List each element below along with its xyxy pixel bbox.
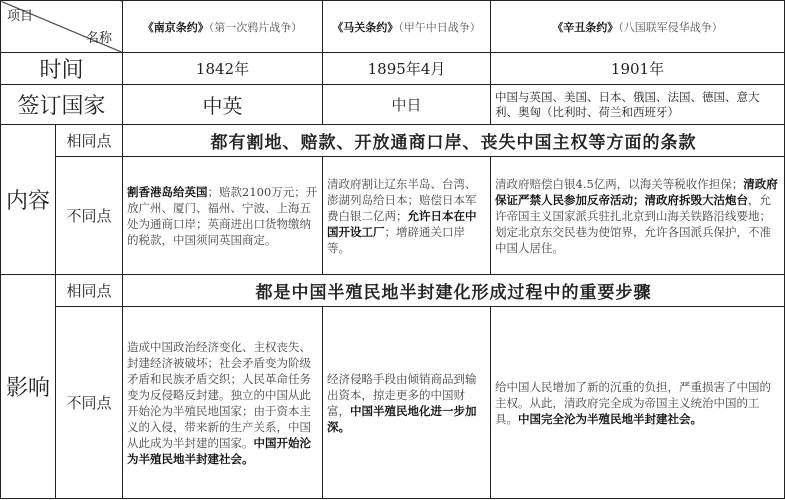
bold-text-segment: 允许日本在中国开设工厂 — [327, 208, 477, 239]
impact-same-label: 相同点 — [56, 275, 123, 307]
impact-diff-cell — [491, 307, 785, 499]
war-name: （八国联军侵华战争） — [618, 20, 723, 34]
time-value: 1895年4月 — [323, 53, 491, 85]
content-same-row — [1, 125, 785, 157]
treaty-name: 《辛丑条约》 — [552, 20, 619, 34]
impact-same-text: 都是中国半殖民地半封建化形成过程中的重要步骤 — [123, 275, 785, 307]
content-label: 内容 — [1, 125, 56, 275]
bold-text-segment: 中国完全沦为半殖民地半封建社会。 — [518, 411, 702, 426]
time-label: 时间 — [1, 53, 123, 85]
treaty-name: 《南京条约》 — [142, 20, 209, 34]
time-row — [1, 53, 785, 85]
header-row — [1, 1, 785, 53]
corner-bottom-label: 名称 — [85, 31, 112, 46]
content-diff-cell — [323, 157, 491, 275]
impact-same-row — [1, 275, 785, 307]
impact-diff-row — [1, 307, 785, 499]
text-segment: 给中国人民增加了新的沉重的负担，严重损害了中国的主权。从此，清政府完全成为帝国主义统治中国的工具。 — [495, 379, 771, 426]
text-segment: ；赔款2100万元；开放广州、厦门、福州、宁波、上海五处为通商口岸；英商进出口货物缴纳的税款，中国须同英国商定。 — [127, 184, 318, 247]
time-value: 1901年 — [491, 53, 785, 85]
content-same-text: 都有割地、赔款、开放通商口岸、丧失中国主权等方面的条款 — [123, 125, 785, 157]
countries-value: 中国与英国、美国、日本、俄国、法国、德国、意大利、奥匈（比利时、荷兰和西班牙） — [491, 85, 785, 125]
text-segment: 清政府割让辽东半岛、台湾、澎湖列岛给日本；赔偿日本军费白银二亿两； — [327, 176, 477, 223]
war-name: （第一次鸦片战争） — [208, 20, 303, 34]
content-diff-cell — [123, 157, 323, 275]
treaty-name: 《马关条约》 — [332, 20, 399, 34]
bold-text-segment: 清政府保证严禁人民参加反帝活动；清政府拆毁大沽炮台 — [495, 176, 778, 207]
impact-label: 影响 — [1, 275, 56, 499]
war-name: （甲午中日战争） — [398, 20, 481, 34]
impact-diff-cell — [123, 307, 323, 499]
bold-text-segment: 割香港岛给英国 — [127, 184, 208, 199]
countries-value: 中英 — [123, 85, 323, 125]
header-maguan — [323, 1, 491, 53]
content-diff-cell — [491, 157, 785, 275]
bold-text-segment: 中国半殖民地化进一步加深。 — [327, 403, 477, 434]
countries-label: 签订国家 — [1, 85, 123, 125]
text-segment: 清政府赔偿白银4.5亿两，以海关等税收作担保； — [495, 176, 744, 191]
corner-header — [1, 1, 123, 53]
content-diff-label: 不同点 — [56, 157, 123, 275]
header-xinchou — [491, 1, 785, 53]
time-value: 1842年 — [123, 53, 323, 85]
text-segment: ；增辟通关口岸等。 — [327, 224, 465, 255]
content-same-label: 相同点 — [56, 125, 123, 157]
text-segment: 造成中国政治经济变化、主权丧失、封建经济被破坏；社会矛盾变为阶级矛盾和民族矛盾交织；人民革命任务变为反侵略反封建。独立的中国从此开始沦为半殖民地国家；由于资本主义的入侵，带来新的生产关系，中国从此成为半封建的国家。 — [127, 339, 311, 450]
header-nanjing — [123, 1, 323, 53]
countries-row — [1, 85, 785, 125]
impact-diff-cell — [323, 307, 491, 499]
content-diff-row — [1, 157, 785, 275]
text-segment: 经济侵略手段由倾销商品到输出资本，掠走更多的中国财富， — [327, 371, 477, 418]
text-segment: ，允许帝国主义国家派兵驻扎北京到山海关铁路沿线要地；划定北京东交民巷为使馆界，允许各国派兵保护，不准中国人居住。 — [495, 192, 771, 255]
countries-value: 中日 — [323, 85, 491, 125]
corner-top-label: 项目 — [7, 9, 34, 24]
bold-text-segment: 中国开始沦为半殖民地半封建社会。 — [127, 435, 311, 466]
impact-diff-label: 不同点 — [56, 307, 123, 499]
